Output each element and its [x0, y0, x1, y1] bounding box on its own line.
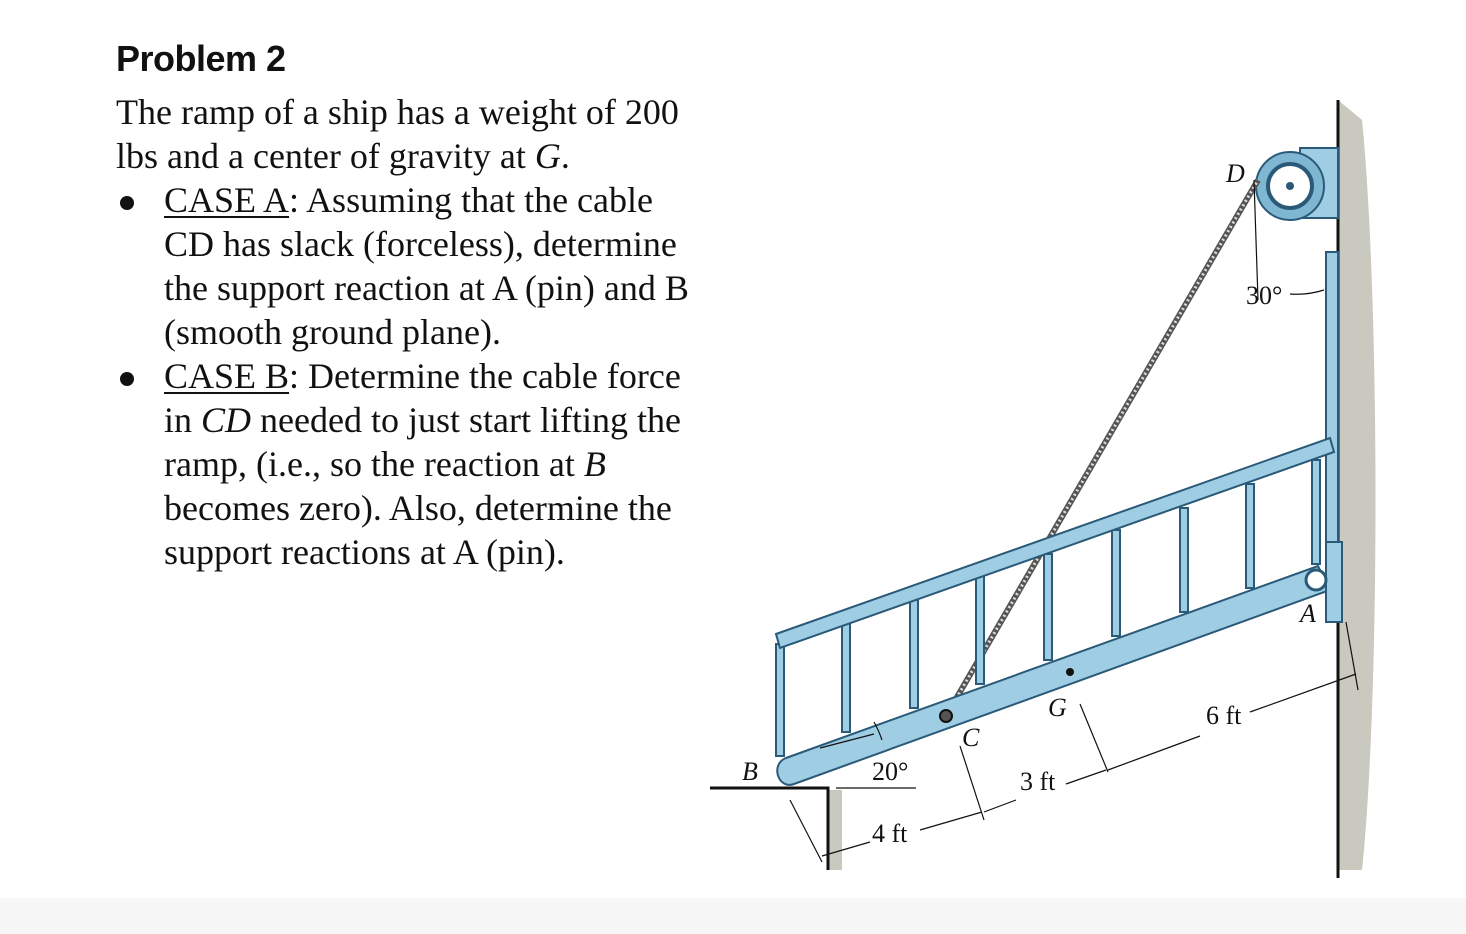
- intro-text: The ramp of a ship has a weight of 200 lbs and a center of gravity at: [116, 92, 679, 176]
- pulley-d: [1256, 148, 1338, 220]
- case-b-label: CASE B: [164, 356, 290, 396]
- point-g-marker: [1066, 668, 1074, 676]
- point-c-marker: [940, 710, 952, 722]
- case-a-label: CASE A: [164, 180, 290, 220]
- label-a: A: [1300, 599, 1316, 628]
- angle-ramp-label: 20°: [872, 757, 909, 786]
- dist-c-g-label: 3 ft: [1020, 767, 1056, 796]
- intro-end: .: [560, 136, 570, 176]
- problem-title: Problem 2: [116, 38, 286, 79]
- label-d: D: [1226, 159, 1245, 188]
- dist-b-c-label: 4 ft: [872, 819, 908, 848]
- case-b-text-2: needed to just start lifting the ramp, (i.e., so the reaction at: [164, 400, 681, 484]
- angle-cable-label: 30°: [1246, 281, 1283, 310]
- bottom-strip: [0, 898, 1466, 934]
- dist-g-a-label: 6 ft: [1206, 701, 1242, 730]
- label-g: G: [1048, 693, 1067, 722]
- case-b-var-b: B: [583, 444, 606, 484]
- wall: [1338, 100, 1376, 878]
- case-b-var-cd: CD: [201, 400, 252, 440]
- ramp-deck: [777, 566, 1330, 785]
- label-b: B: [742, 757, 758, 786]
- wall-shadow: [1338, 100, 1376, 870]
- ground-ledge: [710, 788, 842, 870]
- case-a-text: : Assuming that the cable CD has slack (forceless), determine the support reaction at A (pin) and B (smooth ground plane).: [164, 180, 689, 352]
- intro-var-g: G: [534, 136, 561, 176]
- case-b-text-1: : Determine the cable force in: [164, 356, 681, 440]
- case-b-text-3: becomes zero). Also, determine the support reactions at A (pin).: [164, 488, 672, 572]
- label-c: C: [962, 723, 980, 752]
- cable-cd: [946, 180, 1258, 716]
